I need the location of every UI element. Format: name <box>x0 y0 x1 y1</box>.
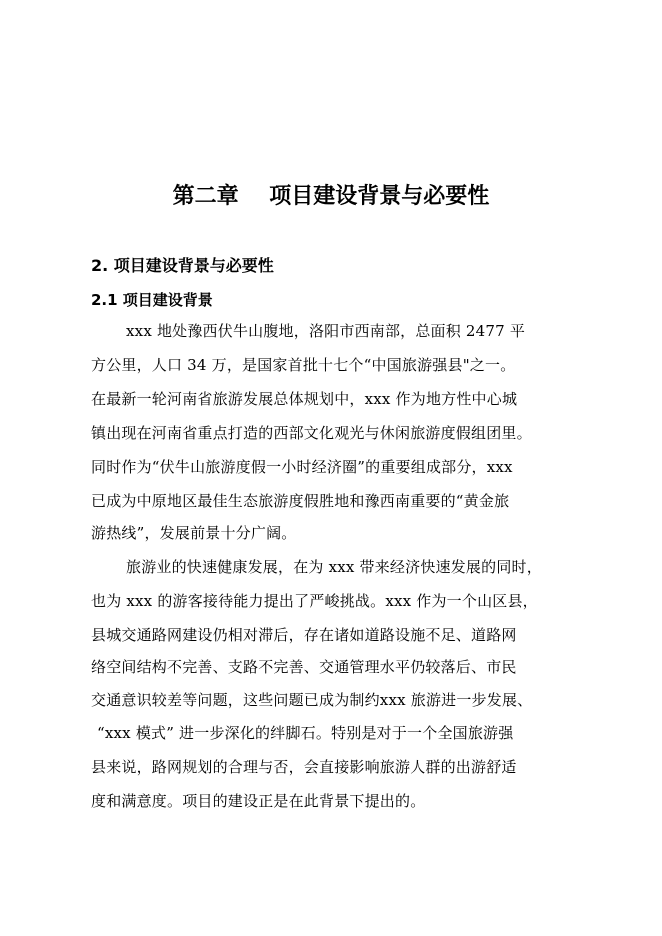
paragraph-line: 游热线”，发展前景十分广阔。 <box>91 524 297 542</box>
paragraph-line: 络空间结构不完善、支路不完善、交通管理水平仍较落后、市民 <box>91 658 517 676</box>
paragraph-line: 旅游业的快速健康发展，在为 xxx 带来经济快速发展的同时， <box>126 558 542 576</box>
paragraph-line: 镇出现在河南省重点打造的西部文化观光与休闲旅游度假组团里。 <box>91 424 532 442</box>
paragraph-line: 在最新一轮河南省旅游发展总体规划中，xxx 作为地方性中心城 <box>91 390 518 408</box>
paragraph-line: “xxx 模式” 进一步深化的绊脚石。特别是对于一个全国旅游强 <box>97 724 514 742</box>
section-heading: 2. 项目建设背景与必要性 <box>91 256 274 275</box>
subsection-heading: 2.1 项目建设背景 <box>91 291 213 309</box>
paragraph-line: 同时作为“伏牛山旅游度假一小时经济圈”的重要组成部分，xxx <box>91 458 513 476</box>
chapter-title: 第二章 项目建设背景与必要性 <box>172 184 490 209</box>
paragraph-line: 县城交通路网建设仍相对滞后，存在诸如道路设施不足、道路网 <box>91 626 517 644</box>
paragraph-line: xxx 地处豫西伏牛山腹地，洛阳市西南部，总面积 2477 平 <box>126 322 526 340</box>
paragraph-line: 也为 xxx 的游客接待能力提出了严峻挑战。xxx 作为一个山区县， <box>91 592 538 610</box>
paragraph-line: 方公里，人口 34 万，是国家首批十七个“中国旅游强县"之一。 <box>91 356 516 374</box>
paragraph-line: 度和满意度。项目的建设正是在此背景下提出的。 <box>91 792 426 810</box>
paragraph-line: 已成为中原地区最佳生态旅游度假胜地和豫西南重要的“黄金旅 <box>91 492 510 510</box>
paragraph-line: 县来说，路网规划的合理与否，会直接影响旅游人群的出游舒适 <box>91 758 517 776</box>
paragraph-line: 交通意识较差等问题，这些问题已成为制约xxx 旅游进一步发展、 <box>91 691 533 709</box>
